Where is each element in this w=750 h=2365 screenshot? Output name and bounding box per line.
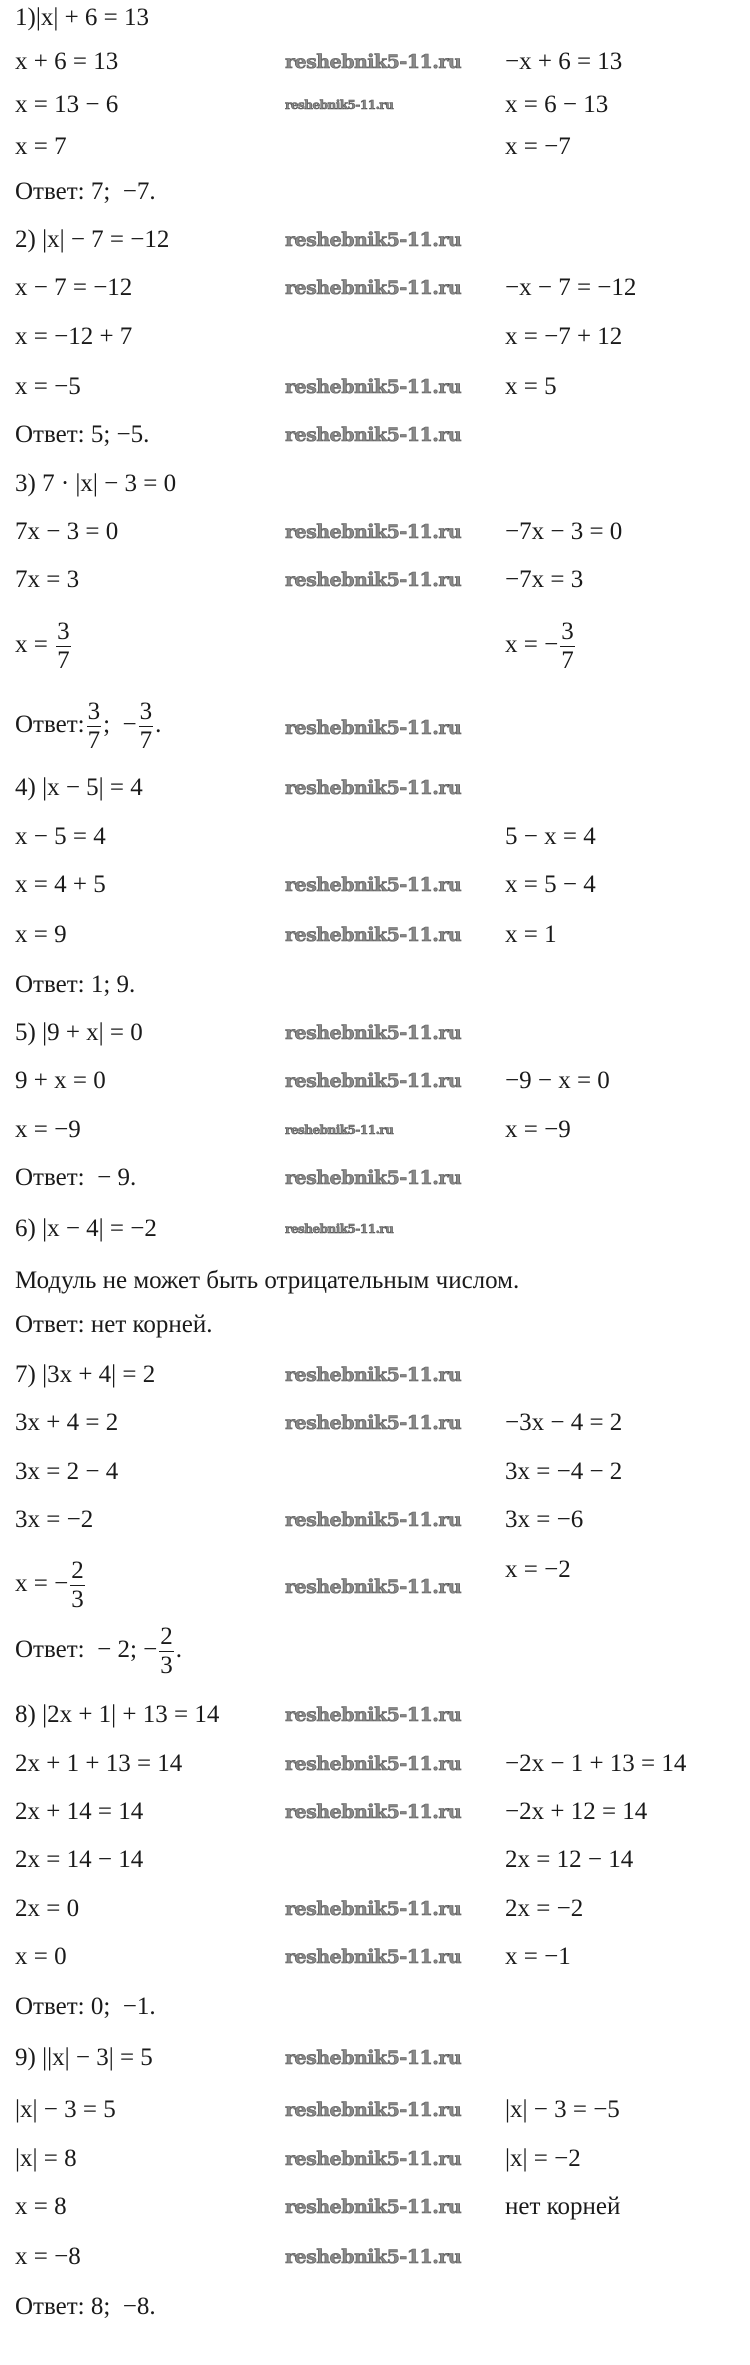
math-text: x = 5 − 4 bbox=[505, 871, 596, 898]
math-text: Модуль не может быть отрицательным числом. bbox=[15, 1267, 520, 1294]
math-text: 7) |3x + 4| = 2 bbox=[15, 1361, 156, 1388]
math-text: x = −2 bbox=[505, 1556, 571, 1583]
watermark: reshebnik5-11.ru bbox=[285, 424, 462, 446]
math-text: 3x = −4 − 2 bbox=[505, 1458, 623, 1485]
watermark: reshebnik5-11.ru bbox=[285, 1898, 462, 1920]
math-text: x = − bbox=[505, 631, 559, 659]
solution-line-left bbox=[15, 468, 176, 500]
math-text: x = 6 − 13 bbox=[505, 91, 609, 118]
math-text: Ответ: − 2; − bbox=[15, 1636, 158, 1664]
solution-line-left bbox=[15, 2, 149, 34]
fraction-numerator: 3 bbox=[139, 698, 153, 725]
math-text: 3x + 4 = 2 bbox=[15, 1409, 119, 1436]
math-text: −x + 6 = 13 bbox=[505, 48, 623, 75]
fraction bbox=[159, 1623, 174, 1680]
math-text: x = −8 bbox=[15, 2243, 81, 2270]
math-text: 2x + 14 = 14 bbox=[15, 1798, 144, 1825]
solution-line-right bbox=[505, 1844, 633, 1876]
solution-line-left bbox=[15, 176, 156, 208]
math-text: x = 5 bbox=[505, 373, 557, 400]
solution-line-left bbox=[15, 321, 132, 353]
math-text: 1)|x| + 6 = 13 bbox=[15, 4, 150, 31]
math-text: x − 7 = −12 bbox=[15, 274, 133, 301]
math-text: x + 6 = 13 bbox=[15, 48, 119, 75]
fraction-denominator: 7 bbox=[139, 727, 153, 754]
math-text: −7x = 3 bbox=[505, 566, 584, 593]
math-text: x = −5 bbox=[15, 373, 81, 400]
fraction bbox=[139, 698, 154, 755]
math-text: 2) |x| − 7 = −12 bbox=[15, 226, 170, 253]
solution-line-left bbox=[15, 2241, 81, 2273]
solution-line-left bbox=[15, 698, 161, 755]
fraction-numerator: 2 bbox=[71, 1557, 84, 1584]
solution-line-right bbox=[505, 1504, 583, 1536]
solution-line-left bbox=[15, 1844, 143, 1876]
solution-line-right bbox=[505, 869, 596, 901]
watermark: reshebnik5-11.ru bbox=[285, 2099, 462, 2121]
solution-line-right bbox=[505, 1114, 571, 1146]
solution-line-right bbox=[505, 564, 583, 596]
math-text: x = −12 + 7 bbox=[15, 323, 133, 350]
watermark: reshebnik5-11.ru bbox=[285, 1704, 462, 1726]
watermark: reshebnik5-11.ru bbox=[285, 1022, 462, 1044]
solution-line-left bbox=[15, 2094, 116, 2126]
math-text: 2x = −2 bbox=[505, 1895, 584, 1922]
solution-line-left bbox=[15, 131, 67, 163]
solution-line-left bbox=[15, 419, 149, 451]
solution-line-left bbox=[15, 1991, 156, 2023]
solution-line-left bbox=[15, 89, 118, 121]
fraction-denominator: 7 bbox=[87, 727, 101, 754]
math-text: 7x − 3 = 0 bbox=[15, 518, 119, 545]
math-text: x = 7 bbox=[15, 133, 67, 160]
math-text: 2x = 14 − 14 bbox=[15, 1846, 144, 1873]
solution-line-left bbox=[15, 1309, 213, 1341]
watermark: reshebnik5-11.ru bbox=[285, 1576, 462, 1598]
watermark: reshebnik5-11.ru bbox=[285, 277, 462, 299]
math-text: Ответ: bbox=[15, 711, 85, 739]
watermark: reshebnik5-11.ru bbox=[285, 98, 394, 112]
math-text: x = −1 bbox=[505, 1943, 571, 1970]
watermark: reshebnik5-11.ru bbox=[285, 521, 462, 543]
solution-line-right bbox=[505, 1748, 686, 1780]
solution-line-left bbox=[15, 1213, 157, 1245]
math-text: Ответ: 1; 9. bbox=[15, 971, 136, 998]
fraction-denominator: 3 bbox=[71, 1586, 84, 1613]
fraction bbox=[70, 1557, 85, 1614]
solution-line-left bbox=[15, 1893, 79, 1925]
math-text: |x| − 3 = 5 bbox=[15, 2096, 116, 2123]
solution-line-left bbox=[15, 1748, 182, 1780]
math-text: 5) |9 + x| = 0 bbox=[15, 1019, 143, 1046]
watermark: reshebnik5-11.ru bbox=[285, 717, 462, 739]
watermark: reshebnik5-11.ru bbox=[285, 1753, 462, 1775]
watermark: reshebnik5-11.ru bbox=[285, 1946, 462, 1968]
solution-line-left bbox=[15, 516, 118, 548]
fraction-numerator: 3 bbox=[57, 618, 70, 645]
math-text: 5 − x = 4 bbox=[505, 823, 596, 850]
watermark: reshebnik5-11.ru bbox=[285, 1070, 462, 1092]
solution-line-left bbox=[15, 919, 67, 951]
math-text: Ответ: 8; −8. bbox=[15, 2293, 156, 2320]
math-text: Ответ: 7; −7. bbox=[15, 178, 156, 205]
solution-line-left bbox=[15, 2143, 77, 2175]
solution-line-left bbox=[15, 969, 135, 1001]
solution-line-left bbox=[15, 1796, 143, 1828]
solution-line-left bbox=[15, 2291, 156, 2323]
solution-line-right bbox=[505, 919, 557, 951]
watermark: reshebnik5-11.ru bbox=[285, 1123, 394, 1137]
solution-line-left bbox=[15, 224, 169, 256]
watermark: reshebnik5-11.ru bbox=[285, 2246, 462, 2268]
fraction bbox=[56, 618, 71, 675]
solution-line-right bbox=[505, 1407, 622, 1439]
solution-line-left bbox=[15, 1623, 182, 1680]
solution-line-right bbox=[505, 131, 571, 163]
math-text: 2x = 12 − 14 bbox=[505, 1846, 634, 1873]
watermark: reshebnik5-11.ru bbox=[285, 2148, 462, 2170]
math-text: 3x = −6 bbox=[505, 1506, 584, 1533]
math-text: −2x − 1 + 13 = 14 bbox=[505, 1750, 687, 1777]
math-text: Ответ: нет корней. bbox=[15, 1311, 213, 1338]
math-text: . bbox=[175, 1636, 182, 1664]
watermark: reshebnik5-11.ru bbox=[285, 2047, 462, 2069]
solution-line-left bbox=[15, 2042, 153, 2074]
math-text: x = bbox=[15, 631, 55, 659]
math-text: 4) |x − 5| = 4 bbox=[15, 774, 143, 801]
math-text: 6) |x − 4| = −2 bbox=[15, 1215, 157, 1242]
watermark: reshebnik5-11.ru bbox=[285, 51, 462, 73]
math-text: x = 8 bbox=[15, 2193, 67, 2220]
watermark: reshebnik5-11.ru bbox=[285, 569, 462, 591]
solution-line-left bbox=[15, 1065, 106, 1097]
solution-line-left bbox=[15, 1265, 519, 1297]
math-text: −9 − x = 0 bbox=[505, 1067, 610, 1094]
fraction-numerator: 3 bbox=[87, 698, 101, 725]
math-text: x = −7 + 12 bbox=[505, 323, 623, 350]
math-text: x = 0 bbox=[15, 1943, 67, 1970]
math-text: Ответ: 5; −5. bbox=[15, 421, 150, 448]
solution-line-right bbox=[505, 1893, 583, 1925]
solution-line-left bbox=[15, 1557, 87, 1614]
solution-line-left bbox=[15, 46, 118, 78]
watermark: reshebnik5-11.ru bbox=[285, 1222, 394, 1236]
solution-line-right bbox=[505, 46, 622, 78]
math-text: |x| − 3 = −5 bbox=[505, 2096, 620, 2123]
fraction-numerator: 2 bbox=[160, 1623, 173, 1650]
solution-line-right bbox=[505, 1065, 610, 1097]
math-text: 8) |2x + 1| + 13 = 14 bbox=[15, 1701, 220, 1728]
math-text: x = −9 bbox=[15, 1116, 81, 1143]
solution-line-right bbox=[505, 1796, 647, 1828]
math-text: 9) ||x| − 3| = 5 bbox=[15, 2044, 153, 2071]
watermark: reshebnik5-11.ru bbox=[285, 1509, 462, 1531]
solution-line-right bbox=[505, 1456, 622, 1488]
math-text: −x − 7 = −12 bbox=[505, 274, 637, 301]
solution-line-left bbox=[15, 869, 106, 901]
solution-line-right bbox=[505, 321, 622, 353]
solution-line-left bbox=[15, 1162, 136, 1194]
watermark: reshebnik5-11.ru bbox=[285, 924, 462, 946]
fraction-denominator: 7 bbox=[57, 647, 70, 674]
math-text: Ответ: 0; −1. bbox=[15, 1993, 156, 2020]
solution-line-left bbox=[15, 821, 106, 853]
solution-line-right bbox=[505, 371, 557, 403]
fraction bbox=[87, 698, 102, 755]
solution-line-left bbox=[15, 1407, 118, 1439]
solution-line-left bbox=[15, 2191, 67, 2223]
watermark: reshebnik5-11.ru bbox=[285, 1364, 462, 1386]
math-text: 3) 7 · |x| − 3 = 0 bbox=[15, 470, 177, 497]
watermark: reshebnik5-11.ru bbox=[285, 229, 462, 251]
watermark: reshebnik5-11.ru bbox=[285, 2196, 462, 2218]
math-text: x = 4 + 5 bbox=[15, 871, 106, 898]
math-text: x = − bbox=[15, 1570, 69, 1598]
solution-line-left bbox=[15, 1699, 219, 1731]
math-text: −7x − 3 = 0 bbox=[505, 518, 623, 545]
solution-line-right bbox=[505, 89, 608, 121]
math-text: x = 13 − 6 bbox=[15, 91, 119, 118]
math-text: |x| = −2 bbox=[505, 2145, 581, 2172]
watermark: reshebnik5-11.ru bbox=[285, 376, 462, 398]
math-text: нет корней bbox=[505, 2193, 621, 2220]
math-text: −3x − 4 = 2 bbox=[505, 1409, 623, 1436]
math-text: x = 1 bbox=[505, 921, 557, 948]
math-text: 3x = 2 − 4 bbox=[15, 1458, 119, 1485]
solution-line-right bbox=[505, 821, 596, 853]
watermark: reshebnik5-11.ru bbox=[285, 777, 462, 799]
watermark: reshebnik5-11.ru bbox=[285, 1412, 462, 1434]
math-text: Ответ: − 9. bbox=[15, 1164, 137, 1191]
math-text: |x| = 8 bbox=[15, 2145, 77, 2172]
fraction bbox=[560, 618, 575, 675]
solution-line-right bbox=[505, 516, 622, 548]
solution-line-left bbox=[15, 1017, 143, 1049]
solution-line-right bbox=[505, 1941, 571, 1973]
watermark: reshebnik5-11.ru bbox=[285, 1167, 462, 1189]
math-text: x = −9 bbox=[505, 1116, 571, 1143]
math-text: ; − bbox=[103, 711, 137, 739]
math-text: 3x = −2 bbox=[15, 1506, 94, 1533]
math-text: . bbox=[155, 711, 162, 739]
solution-line-left bbox=[15, 371, 81, 403]
solution-line-left bbox=[15, 1456, 118, 1488]
watermark: reshebnik5-11.ru bbox=[285, 1801, 462, 1823]
math-text: x = −7 bbox=[505, 133, 571, 160]
solution-line-left bbox=[15, 564, 79, 596]
math-text: 7x = 3 bbox=[15, 566, 80, 593]
solution-line-right bbox=[505, 618, 577, 675]
solution-line-left bbox=[15, 618, 73, 675]
fraction-denominator: 7 bbox=[561, 647, 574, 674]
math-text: 2x + 1 + 13 = 14 bbox=[15, 1750, 183, 1777]
fraction-denominator: 3 bbox=[160, 1652, 173, 1679]
solution-line-right bbox=[505, 2094, 620, 2126]
math-text: 9 + x = 0 bbox=[15, 1067, 106, 1094]
solution-line-right bbox=[505, 272, 636, 304]
math-text: x = 9 bbox=[15, 921, 67, 948]
solution-line-left bbox=[15, 1359, 155, 1391]
solution-line-left bbox=[15, 1114, 81, 1146]
solution-line-left bbox=[15, 772, 143, 804]
math-text: 2x = 0 bbox=[15, 1895, 80, 1922]
solution-line-left bbox=[15, 272, 132, 304]
solution-line-right bbox=[505, 2191, 620, 2223]
fraction-numerator: 3 bbox=[561, 618, 574, 645]
solution-line-left bbox=[15, 1941, 67, 1973]
watermark: reshebnik5-11.ru bbox=[285, 874, 462, 896]
math-text: −2x + 12 = 14 bbox=[505, 1798, 648, 1825]
solution-line-left bbox=[15, 1504, 93, 1536]
solution-line-right bbox=[505, 1554, 571, 1586]
solution-line-right bbox=[505, 2143, 581, 2175]
math-text: x − 5 = 4 bbox=[15, 823, 106, 850]
